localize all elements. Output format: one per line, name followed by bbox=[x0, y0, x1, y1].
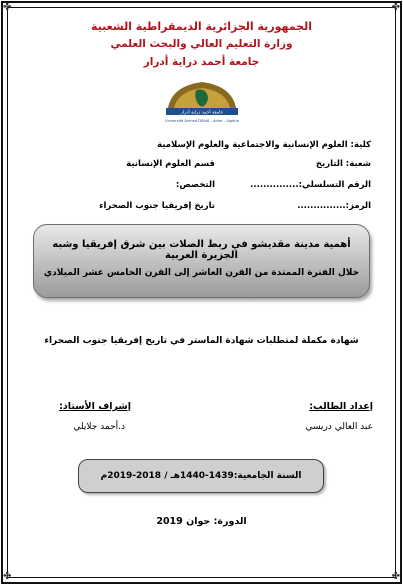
code-line: الرمز:............... bbox=[297, 201, 371, 211]
serial-line: الرقم التسلسلي:............... bbox=[250, 180, 371, 190]
corner-ornament-icon: ✤ bbox=[3, 571, 12, 582]
logo-arabic-name: جامعة أحمد دراية أدرار bbox=[180, 110, 224, 116]
university-logo bbox=[160, 76, 244, 128]
corner-ornament-icon: ✤ bbox=[391, 2, 400, 13]
faculty-line: كلية: العلوم الإنسانية والاجتماعية والعلوم الإسلامية bbox=[157, 140, 371, 150]
branch-line: شعبة: التاريخ bbox=[315, 159, 371, 169]
university-heading: جامعة أحمد دراية أدرار bbox=[143, 56, 260, 68]
thesis-title-banner bbox=[33, 224, 370, 298]
corner-ornament-icon: ✤ bbox=[3, 2, 12, 13]
student-name: عبد العالي دريسي bbox=[305, 422, 373, 432]
supervisor-name: د.أحمد جلايلي bbox=[73, 422, 125, 432]
supervisor-label: إشراف الأستاذ: bbox=[59, 401, 131, 412]
specialty-label: التخصص: bbox=[175, 180, 215, 190]
student-label: إعداد الطالب: bbox=[309, 401, 373, 412]
republic-heading: الجمهورية الجزائرية الديمقراطية الشعبية bbox=[91, 20, 312, 33]
academic-year-box bbox=[78, 459, 324, 493]
department-line: قسم العلوم الإنسانية bbox=[126, 159, 215, 169]
logo-latin-name: Université Ahmed DRAIA - Adrar - Algérie bbox=[165, 119, 239, 123]
session-line: الدورة: جوان 2019 bbox=[156, 516, 247, 527]
corner-ornament-icon: ✤ bbox=[391, 571, 400, 582]
certificate-line: شهادة مكملة لمتطلبات شهادة الماستر في تاريخ إفريقيا جنوب الصحراء bbox=[44, 336, 359, 346]
ministry-heading: وزارة التعليم العالي والبحث العلمي bbox=[110, 38, 293, 50]
academic-year: السنة الجامعية:1439-1440هـ / 2018-2019م bbox=[100, 471, 302, 481]
thesis-main-title: أهمية مدينة مقديشو في ربط الصلات بين شرق إفريقيا وشبه الجزيرة العربية bbox=[52, 239, 351, 261]
thesis-subtitle: خلال الفترة الممتدة من القرن العاشر إلى القرن الخامس عشر الميلادي bbox=[43, 268, 360, 278]
specialty-value: تاريخ إفريقيا جنوب الصحراء bbox=[99, 201, 215, 211]
